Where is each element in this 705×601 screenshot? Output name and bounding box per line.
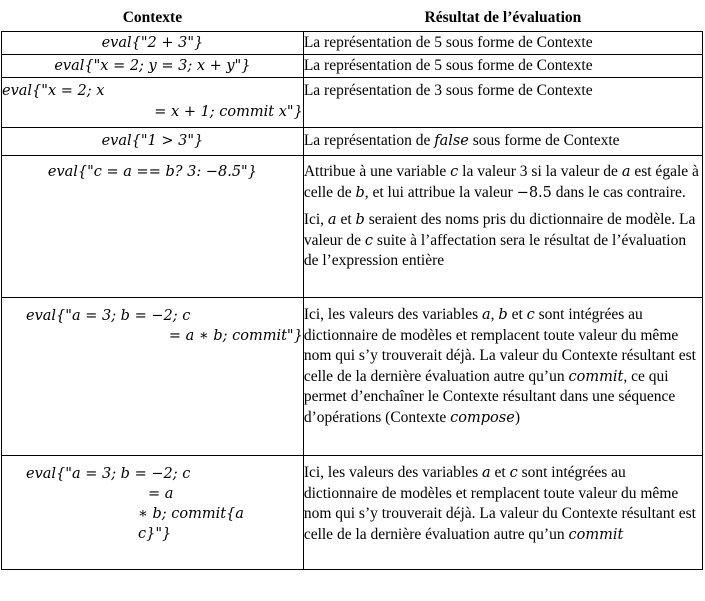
result-text: et [507, 306, 527, 323]
result-text: ) [514, 408, 520, 426]
result-text: Ici, les valeurs des variables [303, 464, 482, 481]
result-math-a: a [482, 307, 491, 323]
result-cell [303, 128, 702, 156]
context-cell [2, 298, 304, 456]
result-text: sont intégrées au dictionnaire de modèles et remplacent toute valeur du même nom qui s’y trouverait déjà. La valeur du Contexte résultant est celle de la dernière évaluation autre qu’un [303, 464, 696, 543]
context-cell [2, 78, 304, 128]
result-text: la valeur 3 si la valeur de [458, 163, 622, 180]
context-line-2: = a [148, 486, 174, 502]
table-row [2, 156, 703, 298]
table-row [2, 456, 703, 570]
result-cell [303, 78, 702, 128]
context-expression: eval{"c = a == b? 3: −8.5"} [47, 164, 257, 180]
table-row [2, 298, 703, 456]
header-row [2, 4, 703, 32]
context-line-1: eval{"x = 2; x [2, 83, 105, 99]
result-math-value: −8.5 [516, 184, 552, 201]
result-math-commit: commit [568, 368, 624, 385]
result-text-b: sous forme de Contexte [468, 132, 620, 149]
result-text: et [336, 211, 356, 229]
result-text: , [490, 306, 499, 323]
header-resultat: Résultat de l’évaluation [303, 4, 702, 32]
result-math-commit: commit [568, 526, 624, 543]
context-cell [2, 55, 304, 78]
result-text: suite à l’affectation sera le résultat de l’évaluation de l’expression entière [303, 231, 687, 270]
result-text: Ici, [303, 211, 328, 229]
context-expression: eval{"x = 2; y = 3; x + y"} [54, 58, 251, 74]
evaluation-table [1, 4, 703, 570]
result-math-b: b [498, 307, 508, 323]
result-math-a: a [482, 465, 491, 481]
result-math-c: c [450, 164, 459, 180]
context-expression: eval{"1 > 3"} [101, 133, 204, 149]
table-row [2, 32, 703, 55]
result-math-compose: compose [450, 409, 515, 426]
context-cell [2, 32, 304, 55]
context-line-2: = a ∗ b; commit"} [168, 328, 303, 344]
context-line-3: ∗ b; commit{a c}"} [138, 506, 244, 542]
table-row [2, 128, 703, 156]
result-math-false: false [434, 133, 469, 149]
result-text: La représentation de 3 sous forme de Contexte [303, 82, 593, 99]
header-contexte: Contexte [2, 4, 304, 32]
result-text: , ce qui permet d’enchaîner le Contexte résultant dans une séquence d’opérations (Contexte [303, 367, 676, 426]
result-text: dans le cas contraire. [551, 183, 686, 201]
result-text-a: La représentation de [303, 132, 435, 149]
result-cell [303, 55, 702, 78]
result-text: seraient des noms pris du dictionnaire de modèle. La valeur de [303, 211, 696, 249]
context-line-1: eval{"a = 3; b = −2; c [26, 308, 191, 324]
result-text: , et lui attribue la valeur [364, 183, 517, 201]
result-cell [303, 32, 702, 55]
result-text: Attribue à une variable [303, 163, 451, 180]
result-cell [303, 298, 702, 456]
table-row [2, 78, 703, 128]
result-math-c: c [364, 232, 374, 249]
result-text: La représentation de 5 sous forme de Contexte [303, 34, 593, 51]
result-math-c: c [526, 307, 535, 323]
context-expression: eval{"2 + 3"} [101, 35, 204, 51]
result-math-c: c [509, 465, 518, 481]
table-row [2, 55, 703, 78]
result-text: est égale à celle de [303, 163, 699, 201]
result-text: et [490, 464, 510, 481]
result-text: sont intégrées au dictionnaire de modèles et remplacent toute valeur du même nom qui s’y trouverait déjà. La valeur du Contexte résultant est celle de la dernière évaluation autre qu’un [303, 306, 696, 385]
result-text: La représentation de 5 sous forme de Contexte [303, 57, 593, 74]
result-math-a: a [621, 164, 631, 180]
result-math-b: b [355, 212, 365, 229]
result-text: Ici, les valeurs des variables [303, 306, 482, 323]
result-cell [303, 456, 702, 570]
context-cell [2, 128, 304, 156]
result-paragraph-2 [304, 210, 702, 272]
context-cell [2, 156, 304, 298]
result-paragraph-1 [304, 162, 702, 203]
context-line-1: eval{"a = 3; b = −2; c [26, 466, 191, 482]
context-line-2: = x + 1; commit x"} [154, 104, 303, 120]
result-math-a: a [327, 212, 337, 229]
context-cell [2, 456, 304, 570]
result-cell [303, 156, 702, 298]
result-math-b: b [355, 184, 365, 201]
